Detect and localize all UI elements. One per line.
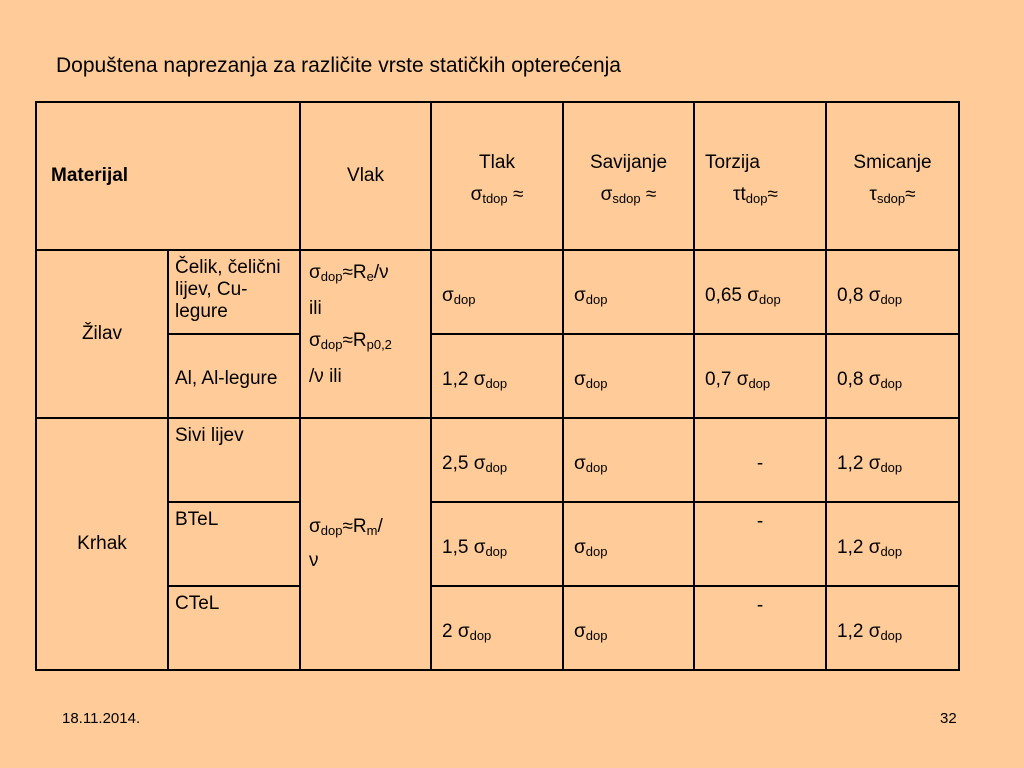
subscript: dop bbox=[585, 292, 608, 307]
coefficient: 0,7 bbox=[705, 369, 732, 390]
sigma-symbol: σ bbox=[442, 285, 454, 306]
group-krhak: Krhak bbox=[36, 418, 168, 670]
coefficient: 0,8 bbox=[837, 369, 864, 390]
smicanje-sivi bbox=[826, 418, 959, 502]
subscript: dop bbox=[585, 628, 608, 643]
subscript: dop bbox=[320, 523, 343, 538]
sigma-symbol: σ bbox=[309, 262, 321, 283]
sigma-symbol: σ bbox=[868, 453, 881, 474]
header-row bbox=[36, 102, 959, 250]
tlak-celik bbox=[431, 250, 563, 334]
coefficient: 1,2 bbox=[837, 453, 864, 474]
sigma-symbol: σ bbox=[473, 369, 486, 390]
subscript: dop bbox=[880, 628, 903, 643]
ili-text: ili bbox=[309, 298, 322, 319]
header-smicanje bbox=[826, 102, 959, 250]
approx-symbol: ≈ bbox=[342, 330, 353, 351]
subscript: m bbox=[366, 523, 378, 538]
footer-date: 18.11.2014. bbox=[62, 710, 141, 727]
page-title: Dopuštena naprezanja za različite vrste statičkih opterećenja bbox=[56, 54, 621, 77]
savijanje-sivi bbox=[563, 418, 694, 502]
torzija-al bbox=[694, 334, 826, 418]
subscript: dop bbox=[320, 337, 343, 352]
sigma-symbol: σ bbox=[868, 537, 881, 558]
t-letter: t bbox=[740, 184, 746, 205]
table-row bbox=[36, 586, 959, 670]
smicanje-btel bbox=[826, 502, 959, 586]
coefficient: 2 bbox=[442, 621, 453, 642]
sigma-symbol: σ bbox=[473, 453, 486, 474]
approx-symbol: ≈ bbox=[512, 184, 524, 205]
torzija-celik bbox=[694, 250, 826, 334]
subscript: dop bbox=[585, 460, 608, 475]
material-ctel: CTeL bbox=[168, 586, 300, 670]
coefficient: 0,8 bbox=[837, 285, 864, 306]
dash: - bbox=[756, 453, 764, 474]
table-row bbox=[36, 250, 959, 334]
sigma-symbol: σ bbox=[600, 184, 613, 205]
sigma-symbol: σ bbox=[574, 285, 586, 306]
subscript: dop bbox=[759, 292, 781, 307]
approx-symbol: ≈ bbox=[767, 184, 778, 205]
material-celik: Čelik, čelični lijev, Cu-legure bbox=[168, 250, 300, 334]
slash: / bbox=[373, 262, 380, 283]
torzija-btel bbox=[694, 502, 826, 586]
subscript: dop bbox=[485, 544, 508, 559]
sigma-symbol: σ bbox=[574, 537, 586, 558]
savijanje-al bbox=[563, 334, 694, 418]
vlak-zilav-cell bbox=[300, 250, 431, 418]
subscript: dop bbox=[453, 292, 476, 307]
sigma-symbol: σ bbox=[868, 285, 881, 306]
slash: / bbox=[377, 516, 383, 537]
tau-symbol: τ bbox=[869, 184, 877, 205]
subscript: tdop bbox=[482, 191, 508, 206]
ili-text: ili bbox=[329, 366, 342, 387]
group-zilav: Žilav bbox=[36, 250, 168, 418]
page-number: 32 bbox=[940, 710, 957, 727]
header-savijanje-label: Savijanje bbox=[589, 152, 668, 173]
subscript: dop bbox=[585, 376, 608, 391]
subscript: sdop bbox=[876, 191, 906, 206]
nu-symbol: ν bbox=[309, 550, 319, 571]
subscript: dop bbox=[585, 544, 608, 559]
nu-symbol: ν bbox=[314, 366, 324, 387]
sigma-symbol: σ bbox=[868, 369, 881, 390]
coefficient: 1,2 bbox=[837, 621, 864, 642]
header-tlak bbox=[431, 102, 563, 250]
coefficient: 2,5 bbox=[442, 453, 469, 474]
table-row bbox=[36, 502, 959, 586]
nu-symbol: ν bbox=[379, 262, 389, 283]
coefficient: 1,5 bbox=[442, 537, 469, 558]
subscript: p0,2 bbox=[366, 337, 392, 352]
slash: / bbox=[309, 366, 315, 387]
subscript: dop bbox=[880, 292, 903, 307]
savijanje-btel bbox=[563, 502, 694, 586]
header-smicanje-label: Smicanje bbox=[853, 152, 932, 173]
sigma-symbol: σ bbox=[457, 621, 470, 642]
torzija-ctel bbox=[694, 586, 826, 670]
sigma-symbol: σ bbox=[309, 516, 321, 537]
coefficient: 1,2 bbox=[837, 537, 864, 558]
r-letter: R bbox=[352, 516, 367, 537]
subscript: dop bbox=[485, 460, 508, 475]
dash: - bbox=[756, 595, 764, 616]
subscript: dop bbox=[748, 376, 771, 391]
subscript: dop bbox=[880, 544, 903, 559]
table-row bbox=[36, 418, 959, 502]
r-letter: R bbox=[352, 262, 367, 283]
sigma-symbol: σ bbox=[736, 369, 749, 390]
subscript: dop bbox=[320, 269, 343, 284]
header-material: Materijal bbox=[36, 102, 300, 250]
sigma-symbol: σ bbox=[309, 330, 321, 351]
tlak-sivi bbox=[431, 418, 563, 502]
tlak-btel bbox=[431, 502, 563, 586]
header-torzija-label: Torzija bbox=[705, 152, 760, 173]
sigma-symbol: σ bbox=[470, 184, 483, 205]
tlak-ctel bbox=[431, 586, 563, 670]
sigma-symbol: σ bbox=[868, 621, 881, 642]
smicanje-celik bbox=[826, 250, 959, 334]
approx-symbol: ≈ bbox=[645, 184, 657, 205]
stress-table bbox=[35, 101, 960, 671]
tlak-al bbox=[431, 334, 563, 418]
material-btel: BTeL bbox=[168, 502, 300, 586]
subscript: dop bbox=[880, 460, 903, 475]
approx-symbol: ≈ bbox=[342, 516, 353, 537]
savijanje-ctel bbox=[563, 586, 694, 670]
smicanje-ctel bbox=[826, 586, 959, 670]
header-torzija bbox=[694, 102, 826, 250]
coefficient: 1,2 bbox=[442, 369, 469, 390]
header-tlak-label: Tlak bbox=[479, 152, 515, 173]
torzija-sivi bbox=[694, 418, 826, 502]
subscript: dop bbox=[469, 628, 492, 643]
material-al: Al, Al-legure bbox=[168, 334, 300, 418]
sigma-symbol: σ bbox=[747, 285, 759, 306]
subscript: dop bbox=[880, 376, 903, 391]
sigma-symbol: σ bbox=[574, 369, 586, 390]
table-row bbox=[36, 334, 959, 418]
header-vlak: Vlak bbox=[300, 102, 431, 250]
coefficient: 0,65 bbox=[705, 285, 742, 306]
savijanje-celik bbox=[563, 250, 694, 334]
tau-symbol: τ bbox=[733, 184, 741, 205]
dash: - bbox=[756, 511, 764, 532]
material-sivi: Sivi lijev bbox=[168, 418, 300, 502]
approx-symbol: ≈ bbox=[905, 184, 916, 205]
vlak-krhak-cell bbox=[300, 418, 431, 670]
sigma-symbol: σ bbox=[574, 621, 586, 642]
subscript: dop bbox=[745, 191, 768, 206]
header-savijanje bbox=[563, 102, 694, 250]
subscript: sdop bbox=[612, 191, 641, 206]
sigma-symbol: σ bbox=[473, 537, 486, 558]
approx-symbol: ≈ bbox=[342, 262, 353, 283]
subscript: e bbox=[366, 269, 374, 284]
sigma-symbol: σ bbox=[574, 453, 586, 474]
smicanje-al bbox=[826, 334, 959, 418]
subscript: dop bbox=[485, 376, 508, 391]
r-letter: R bbox=[352, 330, 367, 351]
